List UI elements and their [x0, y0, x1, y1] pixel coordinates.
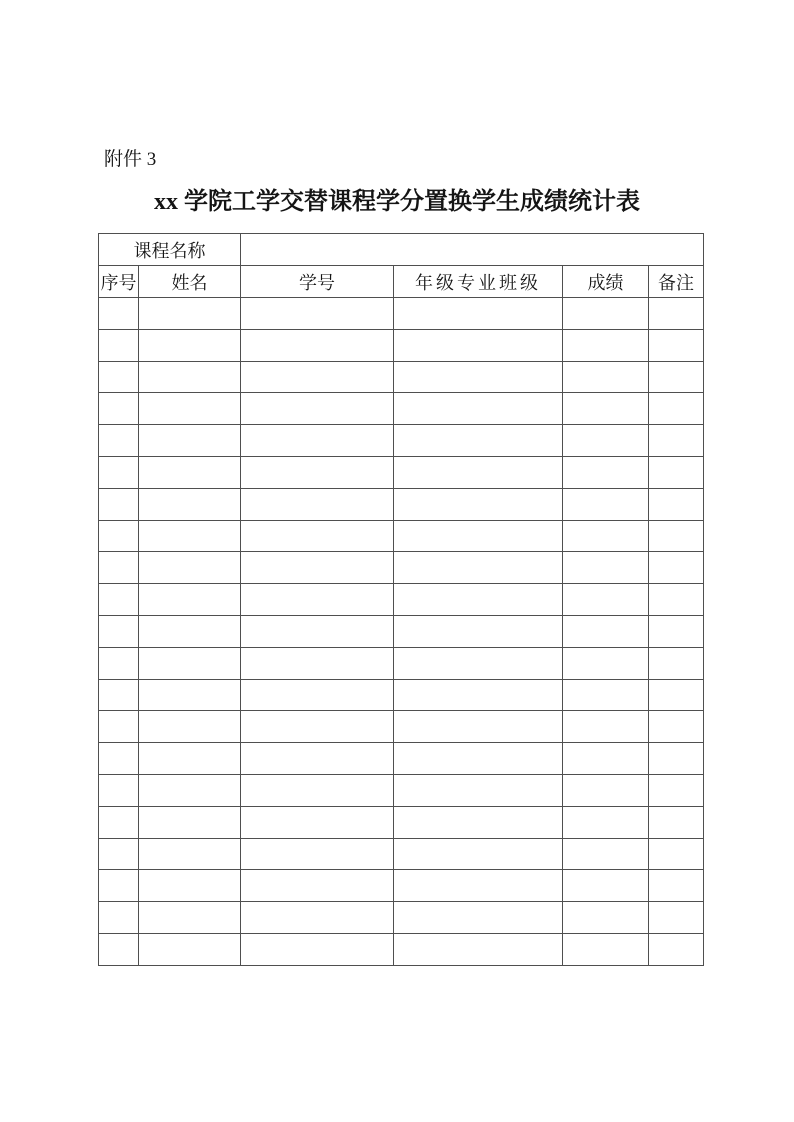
table-row	[99, 456, 704, 488]
column-header-remarks: 备注	[649, 266, 704, 298]
table-cell	[563, 933, 649, 965]
course-name-row	[99, 234, 704, 266]
table-cell	[99, 425, 139, 457]
table-cell	[649, 838, 704, 870]
table-cell	[241, 520, 394, 552]
table-cell	[563, 329, 649, 361]
table-row	[99, 329, 704, 361]
table-cell	[394, 488, 563, 520]
table-cell	[99, 520, 139, 552]
table-cell	[394, 298, 563, 330]
table-cell	[241, 679, 394, 711]
table-cell	[394, 838, 563, 870]
table-cell	[649, 361, 704, 393]
table-cell	[563, 838, 649, 870]
table-row	[99, 711, 704, 743]
table-cell	[241, 647, 394, 679]
table-cell	[241, 615, 394, 647]
table-cell	[241, 774, 394, 806]
table-cell	[139, 774, 241, 806]
table-cell	[241, 711, 394, 743]
table-cell	[139, 615, 241, 647]
table-row	[99, 298, 704, 330]
table-cell	[394, 456, 563, 488]
table-cell	[563, 456, 649, 488]
table-cell	[563, 679, 649, 711]
table-cell	[649, 870, 704, 902]
attachment-label: 附件 3	[104, 149, 157, 170]
table-cell	[394, 425, 563, 457]
table-row	[99, 902, 704, 934]
table-cell	[241, 393, 394, 425]
table-cell	[139, 393, 241, 425]
table-cell	[241, 425, 394, 457]
table-row	[99, 647, 704, 679]
table-cell	[394, 679, 563, 711]
table-cell	[563, 488, 649, 520]
table-cell	[563, 298, 649, 330]
table-cell	[563, 870, 649, 902]
table-cell	[649, 393, 704, 425]
course-name-label-cell: 课程名称	[99, 234, 241, 266]
table-cell	[99, 456, 139, 488]
grades-table	[98, 233, 704, 966]
table-cell	[394, 361, 563, 393]
table-cell	[99, 552, 139, 584]
table-cell	[99, 361, 139, 393]
table-cell	[99, 298, 139, 330]
table-cell	[649, 552, 704, 584]
table-cell	[241, 361, 394, 393]
table-cell	[139, 584, 241, 616]
course-name-value-cell	[241, 234, 704, 266]
table-cell	[241, 584, 394, 616]
table-row	[99, 743, 704, 775]
table-cell	[99, 838, 139, 870]
table-cell	[563, 393, 649, 425]
table-cell	[563, 806, 649, 838]
table-row	[99, 552, 704, 584]
table-cell	[241, 743, 394, 775]
table-cell	[563, 584, 649, 616]
table-cell	[563, 425, 649, 457]
table-row	[99, 615, 704, 647]
table-cell	[99, 488, 139, 520]
table-cell	[649, 584, 704, 616]
table-cell	[99, 806, 139, 838]
table-cell	[139, 488, 241, 520]
table-cell	[649, 456, 704, 488]
table-cell	[99, 679, 139, 711]
table-row	[99, 361, 704, 393]
table-row	[99, 870, 704, 902]
table-cell	[241, 933, 394, 965]
table-cell	[139, 933, 241, 965]
table-row	[99, 838, 704, 870]
table-cell	[394, 774, 563, 806]
table-cell	[241, 456, 394, 488]
table-cell	[241, 838, 394, 870]
table-cell	[99, 902, 139, 934]
table-cell	[241, 329, 394, 361]
table-cell	[563, 743, 649, 775]
table-cell	[241, 552, 394, 584]
column-header-index: 序号	[99, 266, 139, 298]
table-cell	[99, 584, 139, 616]
table-cell	[139, 552, 241, 584]
table-row	[99, 933, 704, 965]
column-header-name: 姓名	[139, 266, 241, 298]
table-cell	[649, 615, 704, 647]
column-header-score: 成绩	[563, 266, 649, 298]
grades-table-body	[99, 298, 704, 966]
table-row	[99, 393, 704, 425]
table-cell	[563, 361, 649, 393]
table-cell	[394, 552, 563, 584]
table-cell	[394, 393, 563, 425]
table-cell	[649, 520, 704, 552]
table-cell	[139, 520, 241, 552]
table-cell	[394, 933, 563, 965]
table-cell	[649, 743, 704, 775]
table-cell	[563, 902, 649, 934]
table-cell	[241, 806, 394, 838]
table-cell	[563, 774, 649, 806]
table-cell	[99, 393, 139, 425]
table-cell	[241, 870, 394, 902]
table-cell	[139, 902, 241, 934]
table-cell	[649, 806, 704, 838]
table-row	[99, 679, 704, 711]
table-cell	[139, 298, 241, 330]
table-cell	[241, 902, 394, 934]
table-cell	[394, 615, 563, 647]
table-cell	[99, 615, 139, 647]
table-cell	[241, 488, 394, 520]
table-cell	[563, 647, 649, 679]
table-cell	[139, 806, 241, 838]
table-cell	[649, 329, 704, 361]
table-cell	[99, 711, 139, 743]
table-cell	[394, 870, 563, 902]
column-header-class: 年级专业班级	[394, 266, 563, 298]
table-cell	[563, 520, 649, 552]
table-cell	[139, 711, 241, 743]
table-cell	[139, 425, 241, 457]
table-row	[99, 806, 704, 838]
table-cell	[394, 806, 563, 838]
table-cell	[139, 456, 241, 488]
page-title: xx 学院工学交替课程学分置换学生成绩统计表	[154, 189, 640, 215]
table-cell	[99, 647, 139, 679]
table-cell	[563, 615, 649, 647]
table-row	[99, 774, 704, 806]
table-cell	[99, 743, 139, 775]
table-cell	[649, 902, 704, 934]
table-row	[99, 584, 704, 616]
table-cell	[99, 870, 139, 902]
table-row	[99, 520, 704, 552]
table-cell	[394, 902, 563, 934]
table-cell	[649, 425, 704, 457]
table-cell	[649, 711, 704, 743]
table-cell	[139, 679, 241, 711]
table-cell	[139, 838, 241, 870]
table-cell	[139, 647, 241, 679]
table-cell	[139, 870, 241, 902]
table-cell	[99, 329, 139, 361]
table-cell	[241, 298, 394, 330]
table-cell	[649, 933, 704, 965]
table-cell	[139, 743, 241, 775]
table-cell	[99, 774, 139, 806]
table-cell	[99, 933, 139, 965]
table-cell	[649, 774, 704, 806]
table-cell	[394, 584, 563, 616]
table-cell	[139, 329, 241, 361]
column-header-row	[99, 266, 704, 298]
table-cell	[649, 647, 704, 679]
table-cell	[394, 711, 563, 743]
table-cell	[394, 520, 563, 552]
table-row	[99, 488, 704, 520]
table-row	[99, 425, 704, 457]
table-cell	[649, 298, 704, 330]
table-cell	[649, 488, 704, 520]
column-header-student-id: 学号	[241, 266, 394, 298]
table-cell	[563, 711, 649, 743]
table-cell	[649, 679, 704, 711]
table-cell	[394, 647, 563, 679]
table-cell	[394, 329, 563, 361]
table-cell	[394, 743, 563, 775]
table-cell	[563, 552, 649, 584]
table-cell	[139, 361, 241, 393]
